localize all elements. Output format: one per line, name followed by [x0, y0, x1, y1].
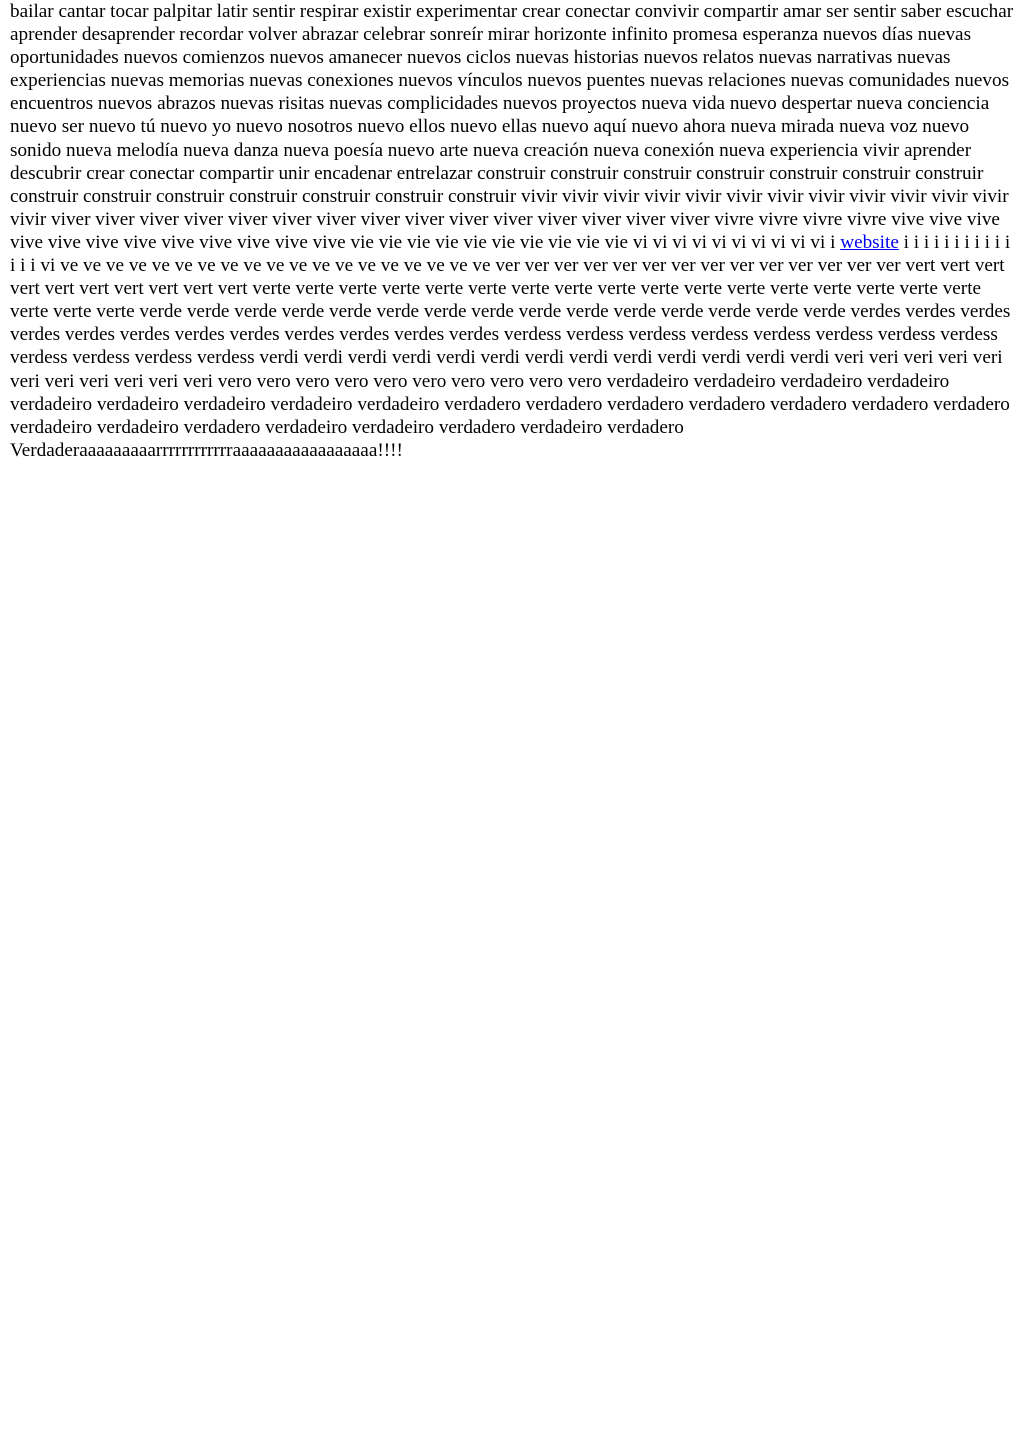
body-paragraph — [10, 0, 1016, 462]
website-link[interactable]: website — [840, 231, 899, 253]
text-before-link: bailar cantar tocar palpitar latir sentir respirar existir experimentar crear conectar convivir compartir amar ser sentir saber escuchar aprender desaprender recordar volver abrazar celebrar sonreír mirar horizonte infinito promesa esperanza nuevos días nuevas oportunidades nuevos comienzos nuevos amanecer nuevos ciclos nuevas historias nuevos relatos nuevas narrativas nuevas experiencias nuevas memorias nuevas conexiones nuevos vínculos nuevos puentes nuevas relaciones nuevas comunidades nuevos encuentros nuevos abrazos nuevas risitas nuevas complicidades nuevos proyectos nueva vida nuevo despertar nueva conciencia nuevo ser nuevo tú nuevo yo nuevo nosotros nuevo ellos nuevo ellas nuevo aquí nuevo ahora nueva mirada nueva voz nuevo sonido nueva melodía nueva danza nueva poesía nuevo arte nueva creación nueva conexión nueva experiencia vivir aprender descubrir crear conectar compartir unir encadenar entrelazar construir construir construir construir construir construir construir construir construir construir construir construir construir construir vivir vivir vivir vivir vivir vivir vivir vivir vivir vivir vivir vivir vivir viver viver viver viver viver viver viver viver viver viver viver viver viver viver viver vivre vivre vivre vivre vive vive vive vive vive vive vive vive vive vive vive vive vie vie vie vie vie vie vie vie vie vie vi vi vi vi vi vi vi vi vi vi i — [10, 1, 1014, 253]
text-after-link: i i i i i i i i i i i i i i vi ve ve ve ve ve ve ve ve ve ve ve ve ve ve ve ve ve ve ve ver ver ver ver ver ver ver ver ver ver ver ver ver ver vert vert vert vert vert vert vert vert vert vert verte verte verte verte verte verte verte verte verte verte verte verte verte verte verte verte verte verte verte verte verde verde verde verde verde verde verde verde verde verde verde verde verde verde verde verdes verdes verdes verdes verdes verdes verdes verdes verdes verdes verdes verdes verdess verdess verdess verdess verdess verdess verdess verdess verdess verdess verdess verdess verdi verdi verdi verdi verdi verdi verdi verdi verdi verdi verdi verdi verdi veri veri veri veri veri veri veri veri veri veri veri vero vero vero vero vero vero vero vero vero vero verdadeiro verdadeiro verdadeiro verdadeiro verdadeiro verdadeiro verdadeiro verdadeiro verdadeiro verdadero verdadero verdadero verdadero verdadero verdadero verdadero verdadeiro verdadeiro verdadero verdadeiro verdadeiro verdadero verdadeiro verdadero Verdaderaaaaaaaaarrrrrrrrrrrraaaaaaaaaaaaaaaaa!!!! — [10, 231, 1011, 461]
